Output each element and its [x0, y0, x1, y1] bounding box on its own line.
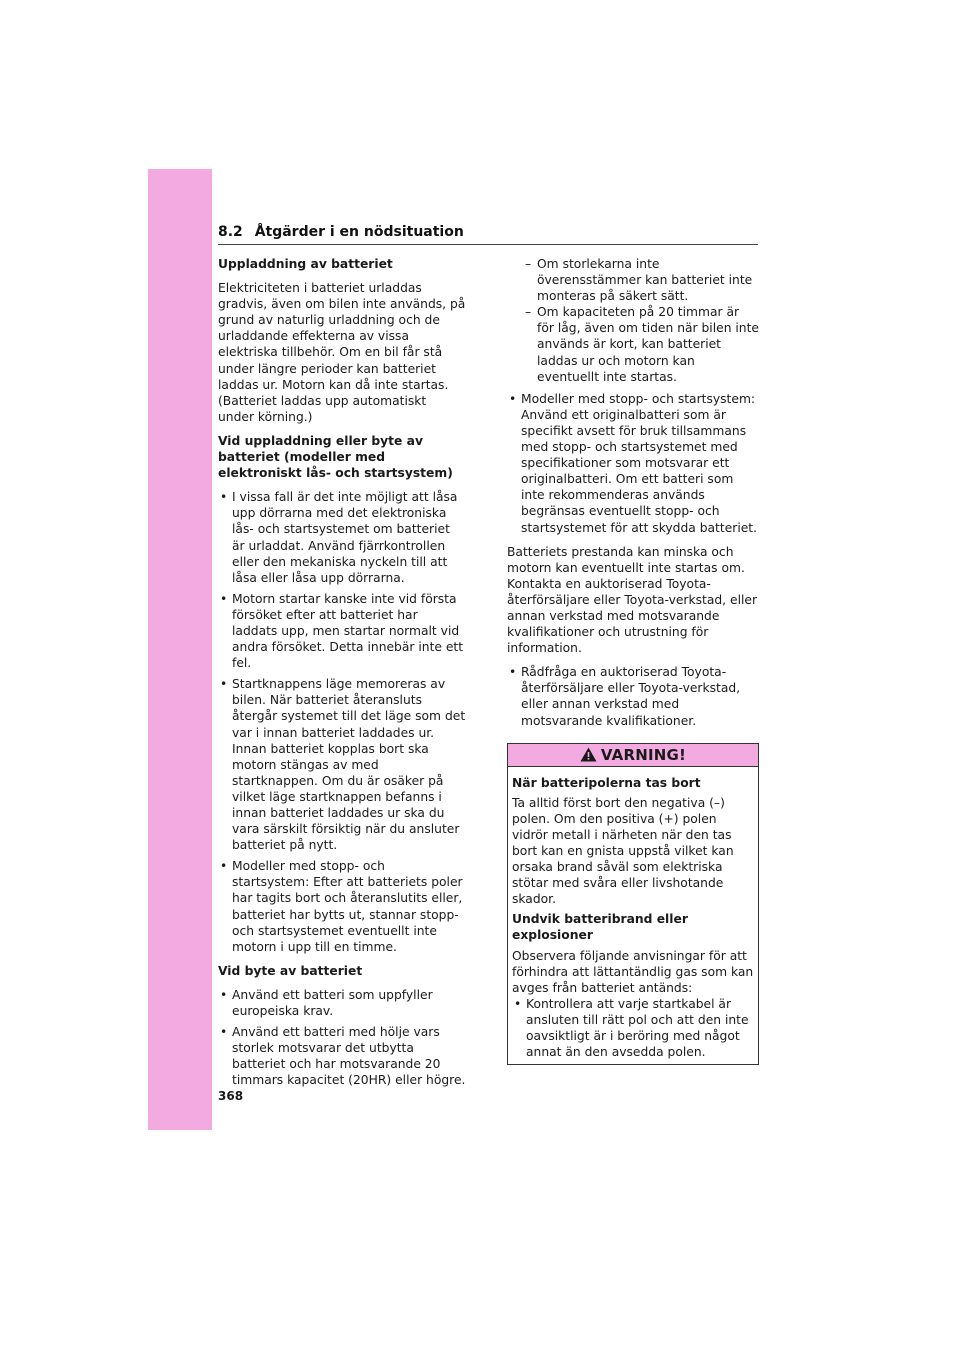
dash-item-capacity: – Om kapaciteten på 20 timmar är för låg, även om tiden när bilen inte används är kort, kan batteriet laddas ur och motorn kan eventuellt inte startas.: [507, 304, 759, 384]
header-rule: [218, 244, 758, 245]
bullet-european-standard: • Använd ett batteri som uppfyller europeiska krav.: [218, 987, 466, 1019]
warning-title: VARNING!: [600, 745, 687, 764]
bullet-engine-start: • Motorn startar kanske inte vid första försöket efter att batteriet har laddats upp, men startar normalt vid andra försöket. Detta innebär inte ett fel.: [218, 591, 466, 671]
warning-header: [508, 744, 758, 767]
warning-heading-fire: Undvik batteribrand eller explosioner: [512, 912, 688, 943]
warning-box: [507, 743, 759, 1066]
warning-body: [508, 767, 758, 1065]
dash-list: [507, 256, 759, 385]
paragraph-discharge: Elektriciteten i batteriet urladdas gradvis, även om bilen inte används, på grund av naturlig urladdning och de urladdande effekterna av vissa elektriska tillbehör. Om en bil får stå under längre perioder kan batteriet laddas ur. Motorn kan då inte startas. (Batteriet laddas upp automatiskt under körning.): [218, 281, 466, 424]
left-column: [218, 256, 466, 1094]
bullet-start-button-memory: • Startknappens läge memoreras av bilen. När batteriet återansluts återgår systemet till det läge som det var i innan batteriet laddades ur. Innan batteriet kopplas bort ska motorn stängas av med startknappen. Om du är osäker på vilket läge startknappen befanns i innan batteriet laddades ur ska du vara särskilt försiktig när du ansluter batteriet på nytt.: [218, 676, 466, 853]
heading-recharging: Uppladdning av batteriet: [218, 257, 393, 271]
bullet-consult-dealer: • Rådfråga en auktoriserad Toyota-återförsäljare eller Toyota-verkstad, eller annan verkstad med motsvarande kvalifikationer.: [507, 664, 759, 728]
page-number: 368: [218, 1089, 244, 1103]
heading-battery-replacement: Vid byte av batteriet: [218, 963, 363, 978]
paragraph-performance: Batteriets prestanda kan minska och motorn kan eventuellt inte startas om. Kontakta en auktoriserad Toyota-återförsäljare eller Toyota-verkstad, eller annan verkstad med motsvarande kvalifikationer och utrustning för information.: [507, 544, 758, 656]
bullet-original-battery: • Modeller med stopp- och startsystem: Använd ett originalbatteri som är specifikt avsett för bruk tillsammans med stopp- och startsystemet med specifikationer som motsvarar ett originalbatteri. Om ett batteri som inte rekommenderas används begränsas eventuellt stopp- och startsystemet för att skydda batteriet.: [507, 391, 759, 536]
warning-paragraph-negative-first: Ta alltid först bort den negativa (–) polen. Om den positiva (+) polen vidrör metall i närheten när den tas bort kan en gnista uppstå vilket kan orsaka brand såväl som elektriska stötar med svåra eller livshotande skador.: [512, 795, 734, 907]
warning-triangle-icon: [580, 747, 597, 762]
warning-bullet-jumper-cable: • Kontrollera att varje startkabel är ansluten till rätt pol och att den inte oavsiktligt är i beröring med något annat än den avsedda polen.: [512, 996, 754, 1060]
heading-smart-entry: Vid uppladdning eller byte av batteriet (modeller med elektroniskt lås- och startsystem): [218, 433, 453, 481]
section-header: [218, 224, 758, 240]
warning-paragraph-gas: Observera följande anvisningar för att förhindra att lättantändlig gas som kan avges från batteriet antänds:: [512, 948, 754, 995]
side-color-band: [148, 169, 212, 1130]
dash-item-size: – Om storlekarna inte överensstämmer kan batteriet inte monteras på säkert sätt.: [507, 256, 759, 304]
warning-heading-terminals: När batteripolerna tas bort: [512, 775, 701, 790]
bullet-unlock: • I vissa fall är det inte möjligt att låsa upp dörrarna med det elektroniska lås- och startsystemet om batteriet är urladdat. Använd fjärrkontrollen eller den mekaniska nyckeln till att låsa eller låsa upp dörrarna.: [218, 489, 466, 586]
section-title: Åtgärder i en nödsituation: [254, 224, 464, 240]
section-number: 8.2: [218, 224, 243, 240]
bullet-stop-start: • Modeller med stopp- och startsystem: Efter att batteriets poler har tagits bort och återanslutits eller, batteriet har bytts ut, stannar stopp- och startsystemet eventuellt inte motorn i upp till en timme.: [218, 858, 466, 955]
bullet-battery-size: • Använd ett batteri med hölje vars storlek motsvarar det utbytta batteriet och har motsvarande 20 timmars kapacitet (20HR) eller högre.: [218, 1024, 466, 1088]
right-column: [507, 256, 759, 1065]
